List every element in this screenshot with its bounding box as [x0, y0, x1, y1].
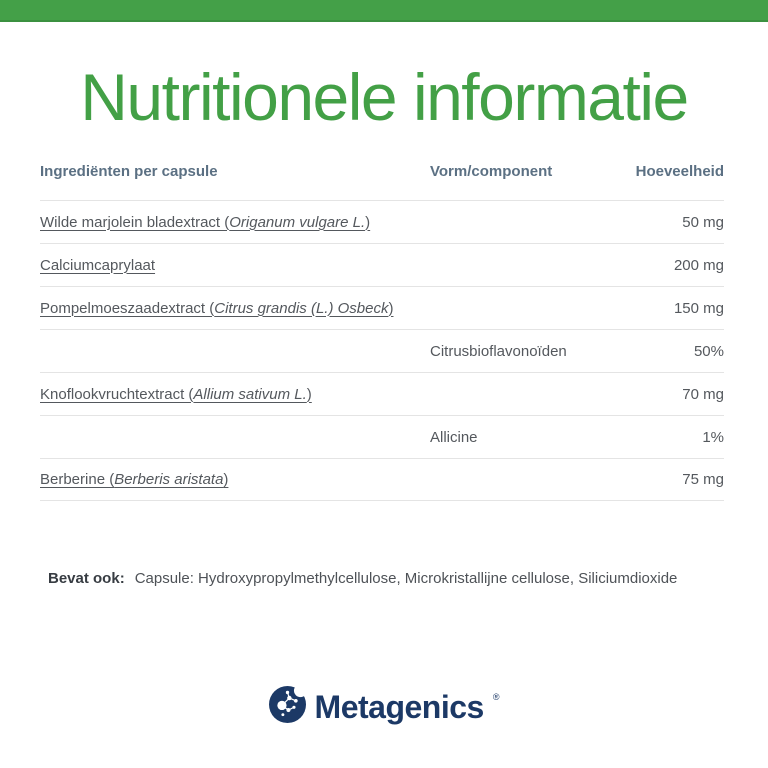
- ingredient-name: Knoflookvruchtextract (: [40, 385, 194, 403]
- ingredient-cell: [40, 471, 430, 488]
- ingredient-name-suffix: ): [223, 471, 229, 488]
- component-cell: Allicine: [430, 428, 478, 446]
- ingredient-cell: [40, 257, 430, 274]
- top-accent-bar: [0, 0, 768, 22]
- column-header-form-component: Vorm/component: [430, 163, 553, 180]
- ingredient-name: Berberine (: [40, 471, 115, 488]
- column-header-amount: Hoeveelheid: [635, 163, 724, 180]
- ingredient-link[interactable]: [40, 471, 228, 488]
- ingredient-cell: [40, 386, 430, 403]
- table-header-row: [40, 154, 724, 200]
- table-row: [40, 372, 724, 415]
- page-title: Nutritionele informatie: [80, 60, 688, 134]
- latin-name: Citrus grandis (L.) Osbeck: [214, 299, 389, 317]
- ingredient-cell: [40, 300, 430, 317]
- ingredient-name: Calciumcaprylaat: [40, 256, 156, 274]
- brand-wordmark: Metagenics: [314, 688, 484, 725]
- ingredient-link[interactable]: [40, 386, 312, 403]
- table-row: [40, 286, 724, 329]
- latin-name: Origanum vulgare L.: [229, 213, 366, 231]
- table-row: [40, 415, 724, 458]
- ingredient-name: Pompelmoeszaadextract (: [40, 299, 215, 317]
- table-row: [40, 243, 724, 286]
- table-row: [40, 458, 724, 501]
- molecule-globe-icon: [269, 686, 306, 728]
- latin-name: Allium sativum L.: [193, 385, 307, 403]
- ingredient-link[interactable]: [40, 257, 155, 274]
- component-cell: Citrusbioflavonoïden: [430, 342, 567, 360]
- amount-cell: 200 mg: [673, 256, 724, 274]
- nutrition-table: [40, 154, 724, 501]
- ingredient-cell: [40, 214, 430, 231]
- table-row: [40, 200, 724, 243]
- metagenics-logo: [0, 686, 768, 728]
- amount-cell: 1%: [702, 428, 724, 446]
- column-header-ingredients: Ingrediënten per capsule: [40, 163, 218, 180]
- amount-cell: 75 mg: [682, 471, 724, 488]
- ingredient-name-suffix: ): [388, 299, 394, 317]
- table-row: [40, 329, 724, 372]
- amount-cell: 50%: [693, 342, 724, 360]
- amount-cell: 50 mg: [682, 213, 724, 231]
- latin-name: Berberis aristata: [114, 471, 224, 488]
- registered-trademark: ®: [492, 692, 500, 702]
- contains-also-line: [48, 570, 728, 587]
- contains-also-text: Capsule: Hydroxypropylmethylcellulose, Microkristallijne cellulose, Siliciumdioxide: [134, 570, 678, 587]
- ingredient-link[interactable]: [40, 214, 370, 231]
- contains-also-label: Bevat ook:: [48, 570, 125, 587]
- ingredient-name-suffix: ): [306, 385, 312, 403]
- amount-cell: 150 mg: [673, 299, 724, 317]
- amount-cell: 70 mg: [682, 385, 724, 403]
- ingredient-name-suffix: ): [365, 213, 371, 231]
- ingredient-link[interactable]: [40, 300, 393, 317]
- ingredient-name: Wilde marjolein bladextract (: [40, 213, 230, 231]
